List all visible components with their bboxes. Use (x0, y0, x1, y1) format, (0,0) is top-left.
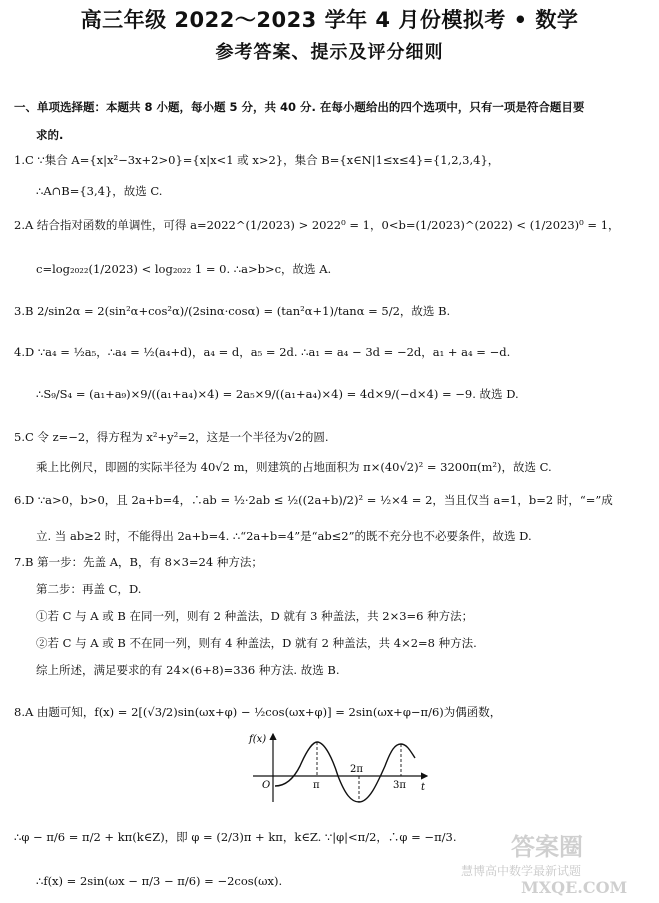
q7-line4: ②若 C 与 A 或 B 不在同一列，则有 4 种盖法，D 就有 2 种盖法，共 4×2=8 种方法. (36, 636, 477, 650)
q6-line1: 6.D ∵a>0，b>0，且 2a+b=4，∴ab = ½·2ab ≤ ½((2a+b)/2)² = ½×4 = 2，当且仅当 a=1，b=2 时，“=”成 (14, 493, 613, 507)
watermark (451, 827, 651, 897)
tick-pi: π (313, 780, 320, 791)
q4-line2: ∴S₉/S₄ = (a₁+a₉)×9/((a₁+a₄)×4) = 2a₅×9/((a₁+a₄)×4) = 4d×9/(−d×4) = −9. 故选 D. (36, 387, 519, 401)
watermark-domain: MXQE.COM (521, 878, 628, 897)
q7-line3: ①若 C 与 A 或 B 在同一列，则有 2 种盖法，D 就有 3 种盖法，共 2×3=6 种方法； (36, 609, 474, 623)
q1-line2: ∴A∩B={3,4}，故选 C. (36, 184, 163, 198)
watermark-brand: 答案圈 (511, 832, 583, 861)
y-axis-label: f(x) (249, 734, 267, 745)
q5-line1: 5.C 令 z=−2，得方程为 x²+y²=2，这是一个半径为√2的圆. (14, 430, 329, 444)
q1-line1: 1.C ∵集合 A={x|x²−3x+2>0}={x|x<1 或 x>2}，集合 B={x∈N|1≤x≤4}={1,2,3,4}， (14, 153, 500, 167)
tick-3pi: 3π (393, 780, 406, 791)
q7-line2: 第二步：再盖 C，D. (36, 582, 142, 596)
q2-line2: c=log₂₀₂₂(1/2023) < log₂₀₂₂ 1 = 0. ∴a>b>c，故选 A. (36, 262, 332, 276)
q4-line1: 4.D ∵a₄ = ½a₅，∴a₄ = ½(a₄+d)，a₄ = d，a₅ = 2d. ∴a₁ = a₄ − 3d = −2d，a₁ + a₄ = −d. (14, 345, 511, 359)
q7-line5: 综上所述，满足要求的有 24×(6+8)=336 种方法. 故选 B. (36, 663, 340, 677)
cosine-curve (275, 742, 415, 802)
tick-2pi: 2π (350, 764, 363, 775)
q7-line1: 7.B 第一步：先盖 A，B，有 8×3=24 种方法； (14, 555, 263, 569)
q8-line1: 8.A 由题可知，f(x) = 2[(√3/2)sin(ωx+φ) − ½cos(ωx+φ)] = 2sin(ωx+φ−π/6)为偶函数， (14, 705, 502, 719)
q6-line2: 立. 当 ab≥2 时，不能得出 2a+b=4. ∴“2a+b=4”是“ab≤2”的既不充分也不必要条件，故选 D. (36, 529, 532, 543)
page-subtitle: 参考答案、提示及评分细则 (215, 42, 444, 63)
q5-line2: 乘上比例尺，即圆的实际半径为 40√2 m，则建筑的占地面积为 π×(40√2)² = 3200π(m²)，故选 C. (36, 460, 552, 474)
q2-line1: 2.A 结合指对函数的单调性，可得 a=2022^(1/2023) > 2022⁰ = 1，0<b=(1/2023)^(2022) < (1/2023)⁰ = 1， (14, 218, 620, 232)
cosine-graph (235, 730, 435, 805)
watermark-wechat: 慧博高中数学最新试题 (461, 864, 582, 878)
x-axis-label: t (421, 782, 426, 793)
origin-label: O (262, 780, 271, 791)
q8-line3: ∴f(x) = 2sin(ωx − π/3 − π/6) = −2cos(ωx). (36, 874, 283, 888)
q8-line2: ∴φ − π/6 = π/2 + kπ(k∈Z)，即 φ = (2/3)π + kπ，k∈Z. ∵|φ|<π/2，∴φ = −π/3. (14, 830, 457, 844)
page-title: 高三年级 2022～2023 学年 4 月份模拟考 • 数学 (80, 8, 579, 32)
section-heading: 一、单项选择题：本题共 8 小题，每小题 5 分，共 40 分. 在每小题给出的四个选项中，只有一项是符合题目要 (14, 100, 585, 114)
q3-line1: 3.B 2/sin2α = 2(sin²α+cos²α)/(2sinα·cosα) = (tan²α+1)/tanα = 5/2，故选 B. (14, 304, 451, 318)
section-heading-cont: 求的. (36, 128, 64, 142)
